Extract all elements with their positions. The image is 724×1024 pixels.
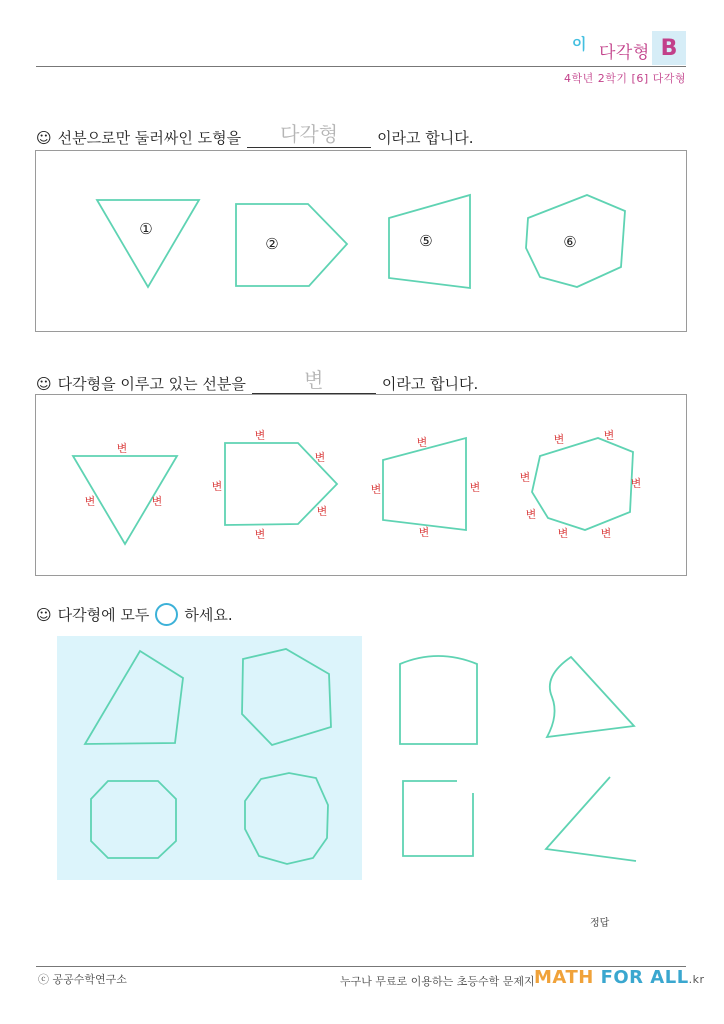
side-label: 변 (519, 471, 531, 484)
copyright-text: ⓒ 공공수학연구소 (38, 973, 127, 986)
logo-for-all: FOR ALL (600, 967, 689, 988)
footer-tagline: 누구나 무료로 이용하는 초등수학 문제지 (340, 975, 535, 988)
logo-math: MATH (534, 967, 601, 988)
answer-label: 정답 (590, 918, 610, 929)
shape-label-6: ⑥ (563, 233, 577, 251)
side-label: 변 (600, 527, 612, 540)
open-angle-shape[interactable] (546, 777, 636, 861)
shape-label-1: ① (139, 220, 153, 238)
question-3-suffix: 하세요. (184, 606, 233, 624)
worksheet-title: 다각형 (599, 43, 650, 63)
open-square-shape[interactable] (403, 781, 473, 856)
question-3-prefix: 다각형에 모두 (57, 606, 150, 624)
logo-kr: .kr (688, 973, 705, 986)
side-label: 변 (416, 436, 428, 449)
nonagon-shape[interactable] (245, 773, 328, 864)
worksheet-number: 이 (572, 35, 587, 53)
octagon-shape[interactable] (91, 781, 176, 858)
side-label: 변 (84, 495, 96, 508)
side-label: 변 (370, 483, 382, 496)
side-label: 변 (469, 481, 481, 494)
side-label: 변 (254, 528, 266, 541)
question-2-prefix: 다각형을 이루고 있는 선분을 (57, 375, 246, 393)
side-label: 변 (603, 429, 615, 442)
side-label: 변 (525, 508, 537, 521)
side-label: 변 (630, 477, 642, 490)
question-2-suffix: 이라고 합니다. (381, 375, 479, 393)
level-badge: B (652, 31, 686, 65)
curved-top-shape[interactable] (400, 656, 477, 744)
mathforall-logo[interactable] (534, 967, 705, 988)
side-label: 변 (316, 505, 328, 518)
question-1-answer-blank[interactable]: 다각형 (247, 118, 371, 148)
smiley-icon: ☺ (36, 606, 52, 624)
hexagon-shape[interactable] (242, 649, 331, 745)
question-2-answer-blank[interactable]: 변 (252, 364, 376, 394)
side-label: 변 (116, 442, 128, 455)
curved-side-shape[interactable] (547, 657, 634, 737)
question-1-prefix: 선분으로만 둘러싸인 도형을 (57, 129, 242, 147)
side-label: 변 (211, 480, 223, 493)
question-1-suffix: 이라고 합니다. (377, 129, 474, 147)
side-label: 변 (314, 451, 326, 464)
quadrilateral-shape[interactable] (85, 651, 183, 744)
shape-label-5: ⑤ (419, 232, 433, 250)
worksheet-subtitle: 4학년 2학기 [6] 다각형 (564, 72, 686, 85)
side-label: 변 (151, 495, 163, 508)
shape-label-2: ② (265, 235, 279, 253)
smiley-icon: ☺ (36, 129, 52, 147)
smiley-icon: ☺ (36, 375, 52, 393)
side-label: 변 (557, 527, 569, 540)
side-label: 변 (553, 433, 565, 446)
side-label: 변 (254, 429, 266, 442)
side-label: 변 (418, 526, 430, 539)
